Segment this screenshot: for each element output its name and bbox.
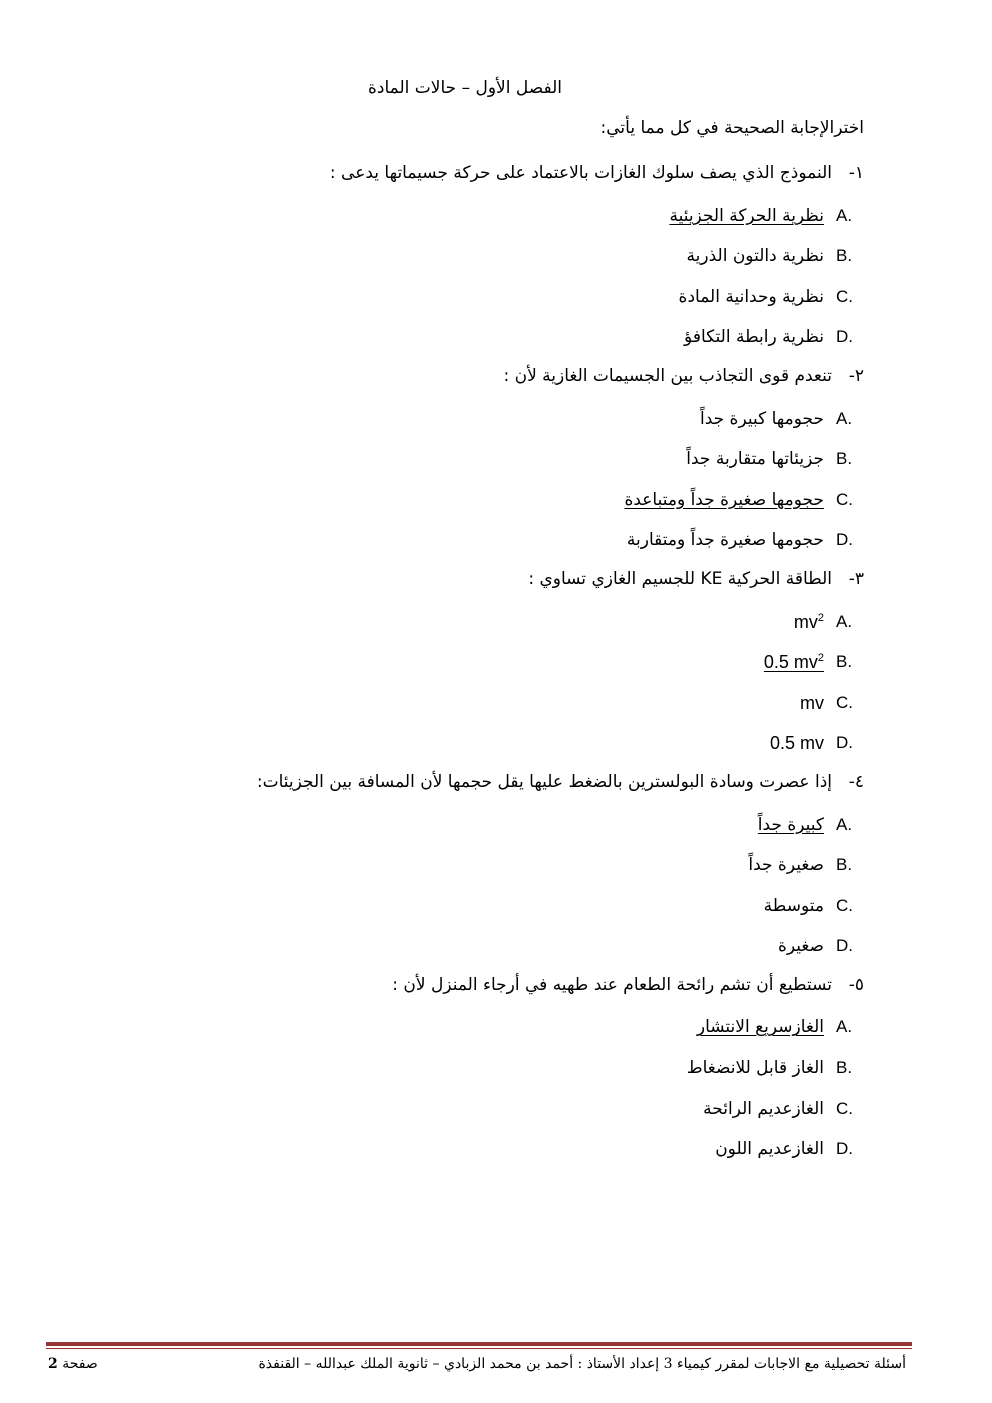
footer-divider-thin — [46, 1348, 912, 1349]
option-text — [703, 1092, 834, 1126]
question-text: تنعدم قوى التجاذب بين الجسيمات الغازية لأن : — [503, 365, 832, 386]
option-text — [770, 726, 834, 760]
question-stem — [164, 767, 864, 808]
option-letter: D. — [836, 1139, 853, 1159]
answer-option — [164, 848, 864, 889]
answer-option — [164, 929, 864, 970]
answer-option — [164, 605, 864, 646]
option-label: الغازعديم الرائحة — [703, 1098, 824, 1119]
option-label: نظرية دالتون الذرية — [686, 246, 824, 267]
option-text — [715, 1132, 834, 1166]
option-text-correct — [758, 808, 834, 842]
option-text-correct — [624, 483, 834, 517]
answer-option — [164, 239, 864, 280]
option-letter: A. — [836, 814, 853, 834]
option-label: حجومها صغيرة جداً ومتقاربة — [626, 530, 824, 551]
option-letter: C. — [836, 895, 853, 915]
question-number: ٢- — [848, 365, 864, 386]
option-letter: A. — [836, 1017, 853, 1037]
answer-option — [164, 199, 864, 240]
answer-option — [164, 280, 864, 321]
option-text — [778, 929, 834, 963]
option-letter: D. — [836, 530, 853, 550]
question-4 — [164, 767, 864, 970]
page-title: الفصل الأول – حالات المادة — [368, 78, 562, 98]
option-label: جزيئاتها متقاربة جداً — [686, 449, 824, 470]
option-exponent: 2 — [817, 611, 824, 624]
page-label: صفحة — [62, 1356, 98, 1372]
question-5 — [164, 970, 864, 1173]
answer-option — [164, 523, 864, 564]
question-2 — [164, 361, 864, 564]
option-text — [627, 523, 834, 557]
page-number — [48, 1356, 98, 1372]
option-label: صغيرة — [777, 936, 824, 957]
option-text — [794, 605, 834, 639]
answer-option — [164, 483, 864, 524]
footer-divider — [46, 1342, 912, 1346]
answer-option — [164, 1132, 864, 1173]
option-label: حجومها صغيرة جداً ومتباعدة — [624, 489, 824, 510]
option-label: الغازسريع الانتشار — [696, 1017, 824, 1038]
option-letter: C. — [836, 692, 853, 712]
answer-option — [164, 1092, 864, 1133]
question-number: ٤- — [848, 771, 864, 792]
page-number-value: 2 — [48, 1356, 58, 1372]
option-label: 0.5 mv — [769, 733, 824, 754]
answer-option — [164, 402, 864, 443]
option-label: 0.5 mv — [763, 652, 818, 673]
option-text — [687, 1051, 834, 1085]
option-letter: B. — [836, 652, 853, 672]
question-text: الطاقة الحركية KE للجسيم الغازي تساوي : — [528, 568, 832, 589]
option-letter: B. — [836, 449, 853, 469]
question-number: ١- — [848, 163, 864, 183]
option-letter: D. — [836, 327, 853, 347]
option-text-correct — [764, 645, 834, 679]
instruction-text: اخترالإجابة الصحيحة في كل مما يأتي: — [600, 118, 864, 138]
option-letter: D. — [836, 733, 853, 753]
answer-option — [164, 808, 864, 849]
option-label: نظرية الحركة الجزيئية — [669, 205, 824, 226]
option-label: متوسطة — [763, 895, 824, 916]
option-letter: A. — [836, 205, 853, 225]
option-label: حجومها كبيرة جداً — [700, 408, 824, 429]
question-text: تستطيع أن تشم رائحة الطعام عند طهيه في أرجاء المنزل لأن : — [392, 974, 832, 995]
option-label: كبيرة جداً — [757, 814, 824, 835]
option-label: صغيرة جداً — [748, 855, 824, 876]
option-label: mv — [800, 692, 824, 713]
option-text-correct — [697, 1010, 834, 1044]
footer-credit: أسئلة تحصيلية مع الاجابات لمقرر كيمياء 3 إعداد الأستاذ : أحمد بن محمد الزبادي – ثانوية الملك عبدالله – القنفذة — [258, 1356, 906, 1372]
option-text — [679, 280, 834, 314]
option-label: نظرية وحدانية المادة — [678, 286, 824, 307]
option-text — [748, 848, 834, 882]
question-stem — [164, 564, 864, 605]
answer-option — [164, 442, 864, 483]
option-label: نظرية رابطة التكافؤ — [684, 327, 824, 348]
option-text — [686, 442, 834, 476]
question-text: النموذج الذي يصف سلوك الغازات بالاعتماد على حركة جسيماتها يدعى : — [329, 163, 832, 183]
option-text-correct — [669, 199, 834, 233]
option-text — [687, 239, 834, 273]
option-text — [764, 889, 834, 923]
answer-option — [164, 1051, 864, 1092]
answer-option — [164, 645, 864, 686]
option-letter: A. — [836, 408, 853, 428]
answer-option — [164, 686, 864, 727]
answer-option — [164, 320, 864, 361]
option-letter: C. — [836, 1098, 853, 1118]
option-letter: A. — [836, 611, 853, 631]
question-number: ٣- — [848, 568, 864, 589]
question-text: إذا عصرت وسادة البولسترين بالضغط عليها يقل حجمها لأن المسافة بين الجزيئات: — [256, 771, 832, 792]
option-text — [684, 320, 834, 354]
questions-list — [164, 158, 864, 1173]
question-number: ٥- — [848, 974, 864, 995]
question-3 — [164, 564, 864, 767]
answer-option — [164, 1010, 864, 1051]
answer-option — [164, 726, 864, 767]
question-stem — [164, 158, 864, 199]
answer-option — [164, 889, 864, 930]
option-letter: C. — [836, 286, 853, 306]
question-1 — [164, 158, 864, 361]
option-exponent: 2 — [817, 652, 824, 665]
option-text — [800, 686, 834, 720]
option-letter: B. — [836, 1058, 853, 1078]
option-letter: B. — [836, 855, 853, 875]
option-label: الغاز قابل للانضغاط — [686, 1058, 824, 1079]
question-stem — [164, 970, 864, 1011]
option-label: mv — [793, 611, 818, 632]
option-text — [700, 402, 834, 436]
option-letter: B. — [836, 246, 853, 266]
option-label: الغازعديم اللون — [715, 1139, 824, 1160]
question-stem — [164, 361, 864, 402]
option-letter: C. — [836, 489, 853, 509]
option-letter: D. — [836, 936, 853, 956]
